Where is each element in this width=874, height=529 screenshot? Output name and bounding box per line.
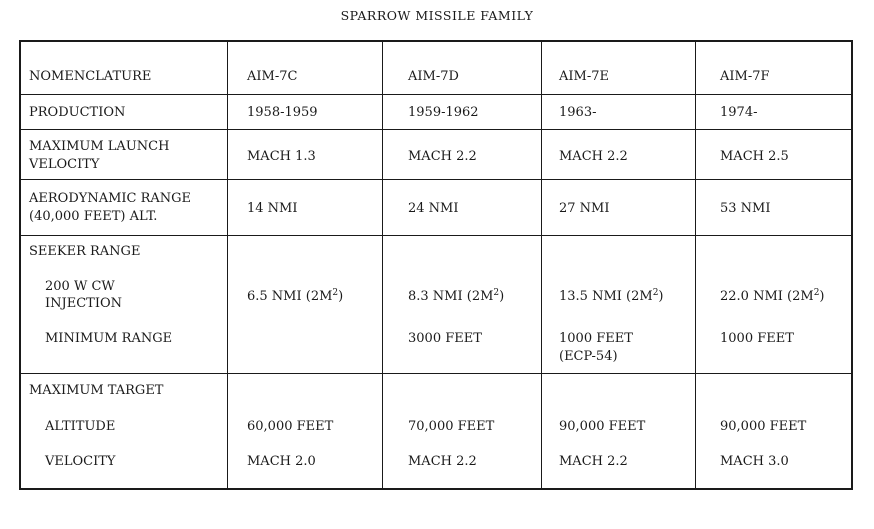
cell-min-range-note: (ECP-54) [559,349,618,364]
label-injection-line1: 200 W CW [45,279,115,294]
row-divider [21,94,851,95]
cell-altitude-aim7c: 60,000 FEET [247,419,334,434]
cell-velocity-aim7f: MACH 3.0 [720,454,789,469]
cell-production-aim7f: 1974- [720,105,758,120]
cell-launch-velocity-aim7f: MACH 2.5 [720,149,789,164]
cell-nomenclature-aim7c: AIM-7C [247,69,298,84]
cell-altitude-aim7d: 70,000 FEET [408,419,495,434]
label-aero-range-line2: (40,000 FEET) ALT. [29,209,158,224]
cell-velocity-aim7d: MACH 2.2 [408,454,477,469]
label-max-target: MAXIMUM TARGET [29,383,164,398]
label-production: PRODUCTION [29,105,126,120]
label-seeker-range: SEEKER RANGE [29,244,141,259]
cell-aero-range-aim7f: 53 NMI [720,201,771,216]
column-divider [227,42,228,488]
cell-altitude-aim7f: 90,000 FEET [720,419,807,434]
label-aero-range-line1: AERODYNAMIC RANGE [29,191,192,206]
column-divider [382,42,383,488]
cell-nomenclature-aim7d: AIM-7D [408,69,459,84]
column-divider [695,42,696,488]
cell-production-aim7c: 1958-1959 [247,105,318,120]
label-velocity: VELOCITY [45,454,116,469]
cell-aero-range-aim7c: 14 NMI [247,201,298,216]
cell-min-range-aim7f: 1000 FEET [720,331,794,346]
cell-injection-aim7f: 22.0 NMI $(2M^2)$ [720,288,825,304]
page-title: SPARROW MISSILE FAMILY [340,8,534,23]
row-divider [21,179,851,180]
cell-injection-aim7e: 13.5 NMI $(2M^2)$ [559,288,664,304]
label-max-launch-velocity-line2: VELOCITY [29,157,100,172]
sparrow-table [19,40,853,490]
row-divider [21,129,851,130]
label-injection-line2: INJECTION [45,296,122,311]
cell-aero-range-aim7d: 24 NMI [408,201,459,216]
cell-velocity-aim7c: MACH 2.0 [247,454,316,469]
label-altitude: ALTITUDE [45,419,116,434]
cell-injection-aim7d: 8.3 NMI $(2M^2)$ [408,288,505,304]
row-divider [21,235,851,236]
label-nomenclature: NOMENCLATURE [29,69,152,84]
cell-min-range-aim7e: 1000 FEET [559,331,633,346]
cell-nomenclature-aim7e: AIM-7E [559,69,609,84]
row-divider [21,373,851,374]
cell-aero-range-aim7e: 27 NMI [559,201,610,216]
cell-launch-velocity-aim7c: MACH 1.3 [247,149,316,164]
column-divider [541,42,542,488]
cell-launch-velocity-aim7d: MACH 2.2 [408,149,477,164]
cell-launch-velocity-aim7e: MACH 2.2 [559,149,628,164]
cell-velocity-aim7e: MACH 2.2 [559,454,628,469]
cell-injection-aim7c: 6.5 NMI $(2M^2)$ [247,288,344,304]
cell-altitude-aim7e: 90,000 FEET [559,419,646,434]
cell-production-aim7d: 1959-1962 [408,105,479,120]
cell-production-aim7e: 1963- [559,105,597,120]
cell-nomenclature-aim7f: AIM-7F [720,69,770,84]
label-minimum-range: MINIMUM RANGE [45,331,173,346]
cell-min-range-aim7d: 3000 FEET [408,331,482,346]
label-max-launch-velocity-line1: MAXIMUM LAUNCH [29,139,170,154]
